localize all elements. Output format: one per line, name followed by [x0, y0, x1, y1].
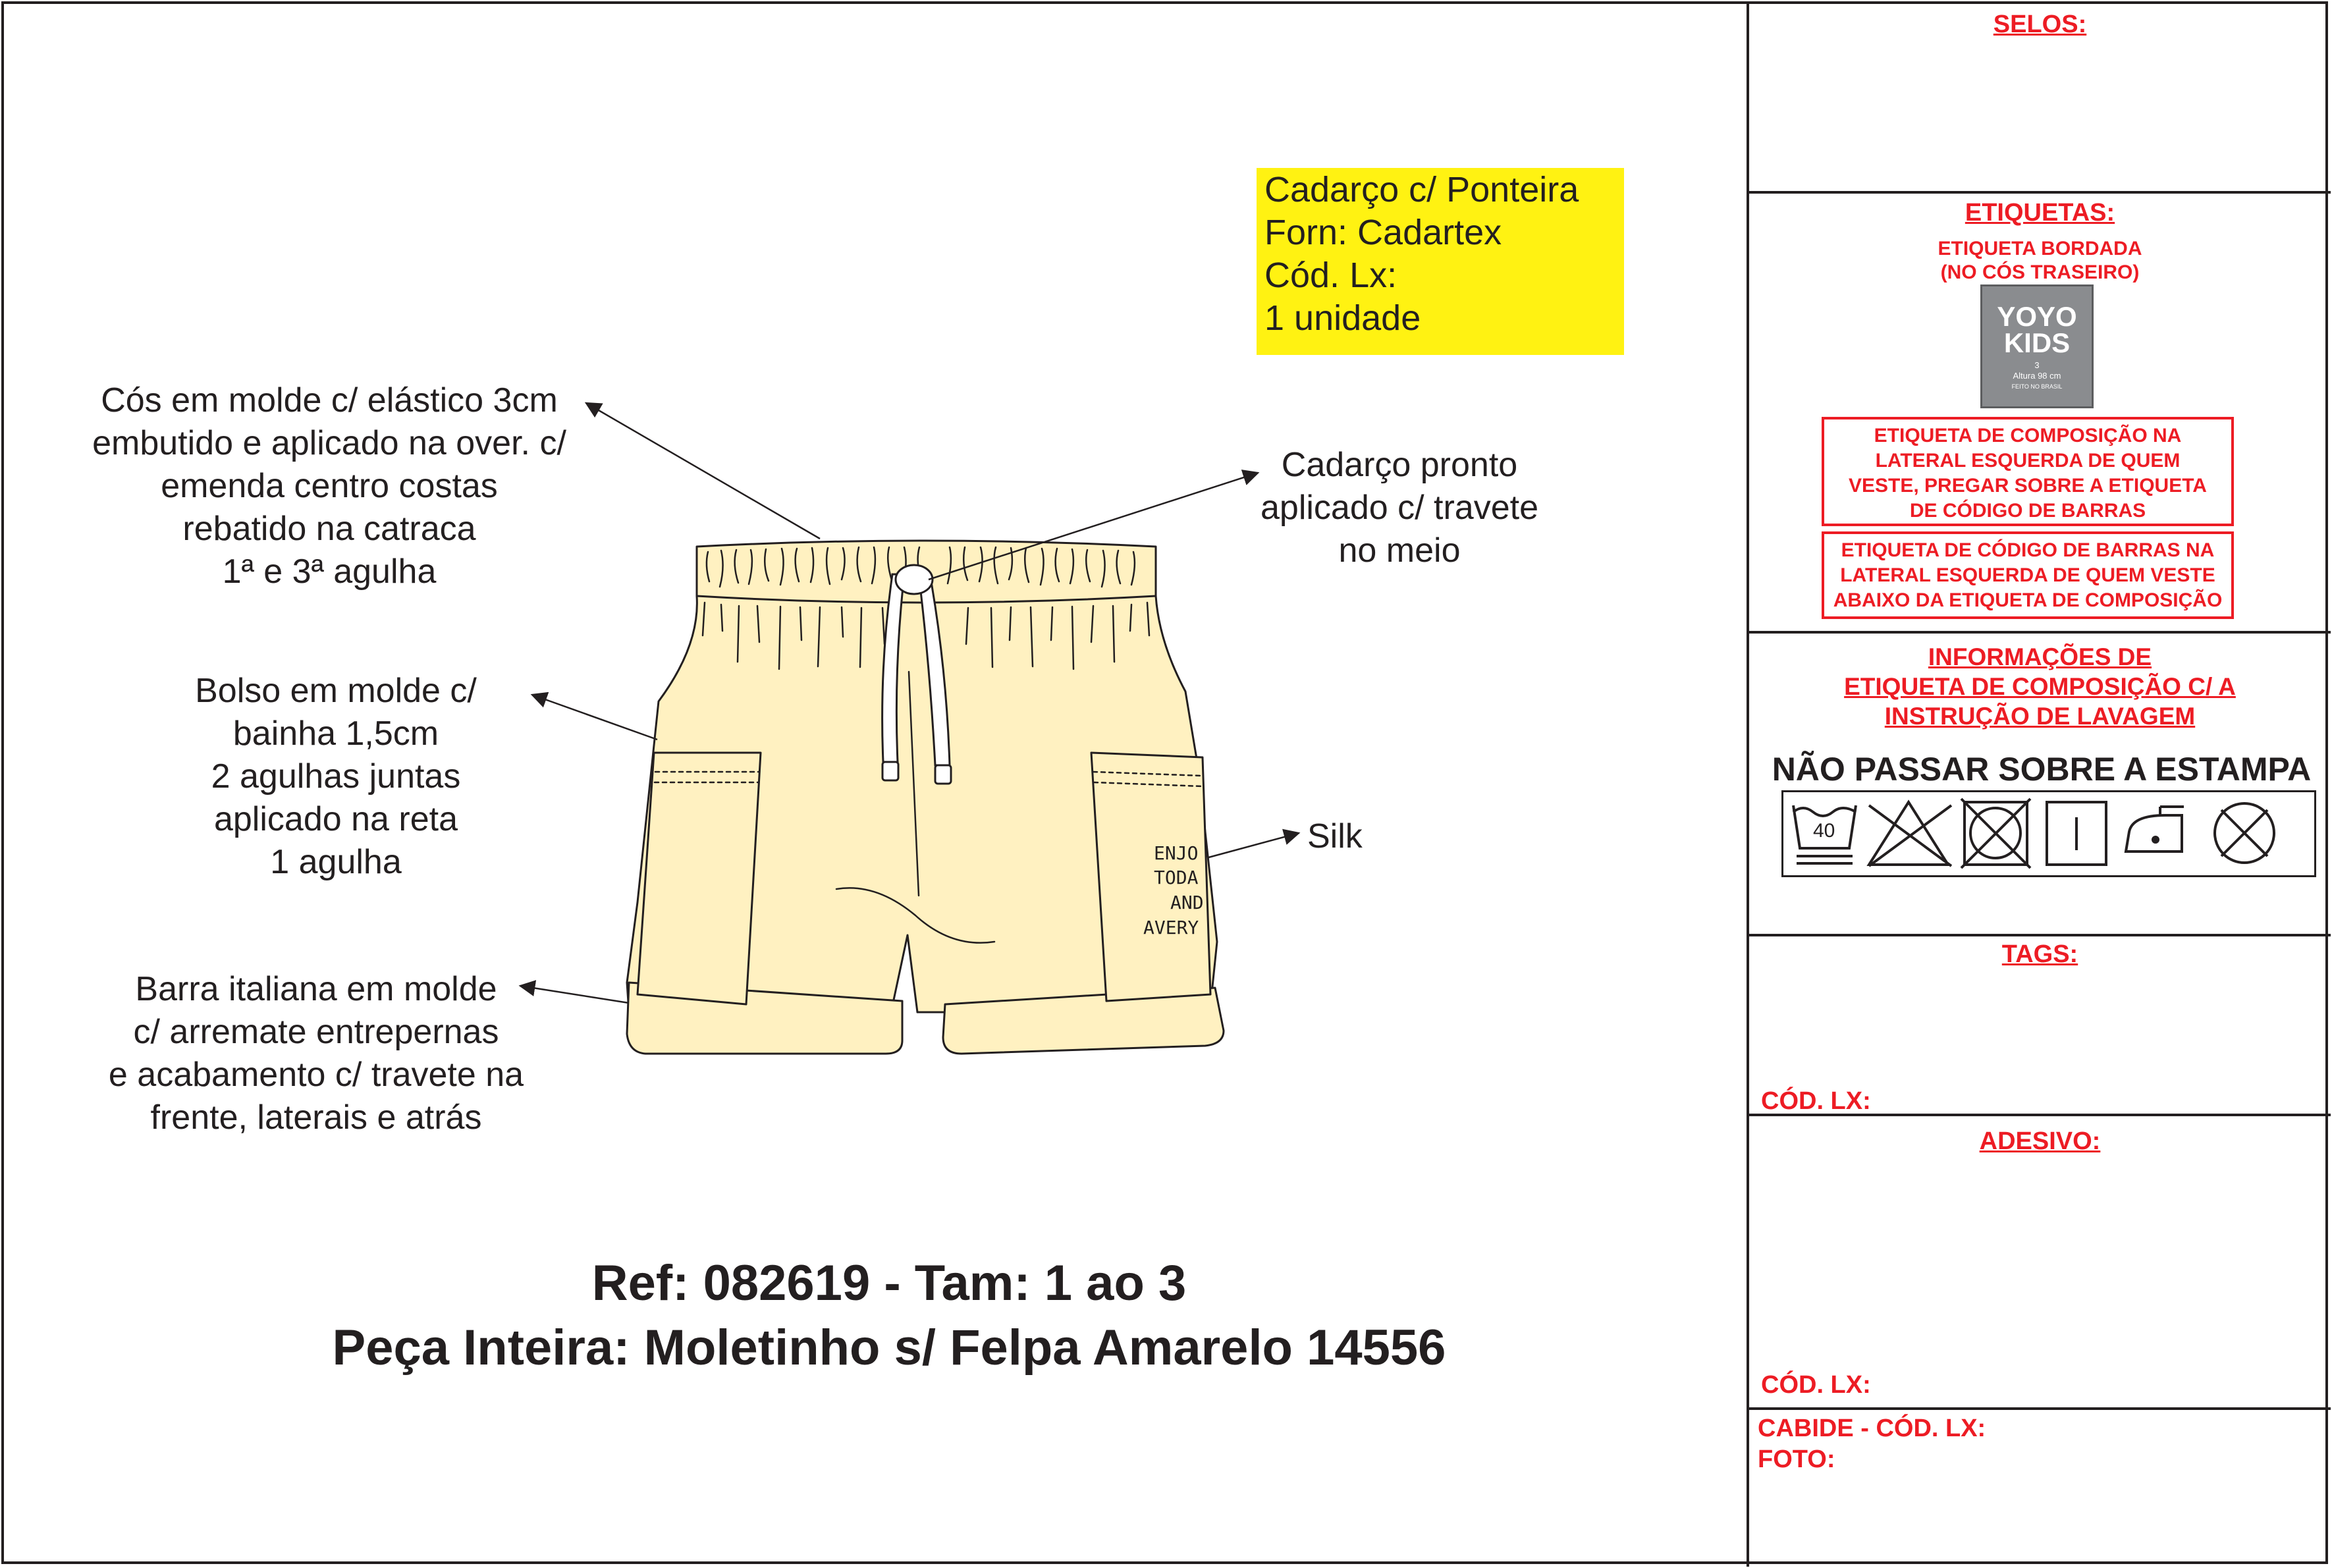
drawstring-tip-left	[882, 762, 898, 780]
cadarco-highlight-box: Cadarço c/ Ponteira Forn: Cadartex Cód. Lx: 1 unidade	[1257, 168, 1624, 355]
codigo-barras-instruction-box: ETIQUETA DE CÓDIGO DE BARRAS NA LATERAL ESQUERDA DE QUEM VESTE ABAIXO DA ETIQUETA DE COMPOSIÇÃO	[1822, 531, 2234, 619]
sidebar-divider	[1747, 1, 1749, 1567]
note-cadarco-pronto: Cadarço pronto aplicado c/ travete no meio	[1260, 446, 1539, 570]
iron-low-icon	[2126, 807, 2184, 852]
reference-title	[198, 1251, 1581, 1380]
woven-label-image: YOYO KIDS 3 Altura 98 cm FEITO NO BRASIL	[1980, 284, 2094, 408]
arrow-bolso	[532, 695, 657, 740]
divider-informacoes	[1747, 934, 2331, 936]
divider-etiquetas	[1747, 631, 2331, 634]
print-line: ENJO	[1154, 842, 1199, 864]
divider-selos	[1747, 191, 2331, 194]
note-bolso: Bolso em molde c/ bainha 1,5cm 2 agulhas juntas aplicado na reta 1 agulha	[195, 672, 477, 881]
no-tumble-dry-icon	[1961, 799, 2030, 868]
section-informacoes-title: INFORMAÇÕES DE ETIQUETA DE COMPOSIÇÃO C/ A INSTRUÇÃO DE LAVAGEM	[1844, 643, 2236, 730]
etiqueta-bordada-text: ETIQUETA BORDADA (NO CÓS TRASEIRO)	[1938, 238, 2142, 283]
section-etiquetas-title: ETIQUETAS:	[1965, 199, 2115, 227]
no-bleach-icon	[1869, 802, 1951, 866]
tags-cod-lx: CÓD. LX:	[1761, 1087, 1871, 1115]
line-dry-icon	[2047, 802, 2106, 865]
no-dry-clean-icon	[2215, 803, 2274, 863]
divider-adesivo	[1747, 1407, 2331, 1410]
ref-line: Ref: 082619 - Tam: 1 ao 3	[591, 1255, 1187, 1311]
arrow-cos	[586, 403, 820, 539]
arrow-silk	[1208, 833, 1299, 857]
drawstring-knot	[896, 565, 933, 594]
print-line: AVERY	[1143, 917, 1199, 938]
left-pocket	[637, 753, 761, 1004]
fabric-line: Peça Inteira: Moletinho s/ Felpa Amarelo 14556	[332, 1320, 1446, 1376]
care-symbols-box	[1781, 790, 2316, 877]
nao-passar-warning: NÃO PASSAR SOBRE A ESTAMPA	[1772, 751, 2312, 788]
note-barra: Barra italiana em molde c/ arremate entrepernas e acabamento c/ travete na frente, laterais e atrás	[108, 970, 524, 1137]
drawstring-tip-right	[935, 765, 951, 784]
section-adesivo-title: ADESIVO:	[1979, 1127, 2101, 1155]
note-silk: Silk	[1307, 817, 1363, 855]
adesivo-cod-lx: CÓD. LX:	[1761, 1371, 1871, 1399]
wash-40-icon	[1793, 805, 1856, 863]
print-line: AND	[1170, 892, 1204, 913]
svg-text:40: 40	[1813, 820, 1835, 842]
print-line: TODA	[1154, 867, 1199, 888]
composicao-instruction-box: ETIQUETA DE COMPOSIÇÃO NA LATERAL ESQUERDA DE QUEM VESTE, PREGAR SOBRE A ETIQUETA DE CÓDIGO DE BARRAS	[1822, 417, 2234, 526]
cabide-cod-lx: CABIDE - CÓD. LX:	[1758, 1415, 1986, 1442]
section-selos-title: SELOS:	[1993, 11, 2087, 38]
foto-label: FOTO:	[1758, 1446, 1835, 1473]
note-cos: Cós em molde c/ elástico 3cm embutido e aplicado na over. c/ emenda centro costas rebatido na catraca 1ª e 3ª agulha	[92, 381, 566, 591]
section-tags-title: TAGS:	[2001, 940, 2078, 968]
